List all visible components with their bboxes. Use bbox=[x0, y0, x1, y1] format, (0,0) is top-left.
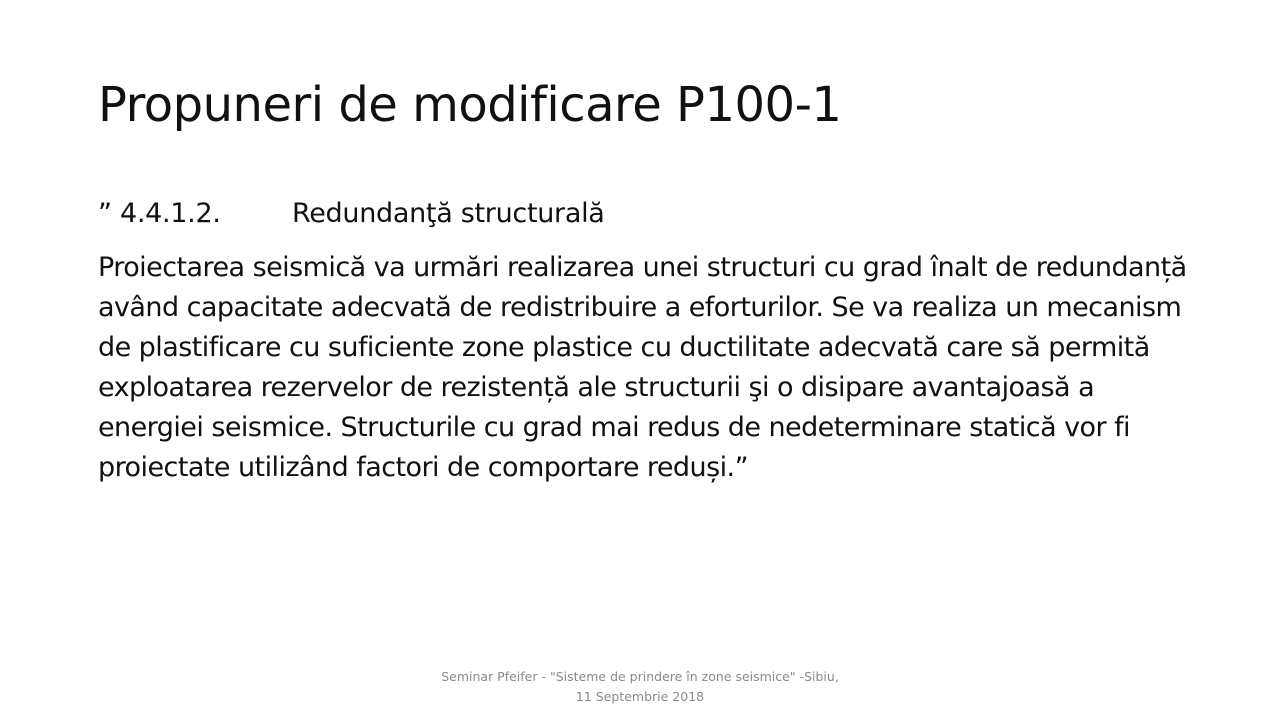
section-body-text: Proiectarea seismică va urmări realizarea unei structuri cu grad înalt de redundanță având capacitate adecvată de redistribuire a eforturilor. Se va realiza un mecanism de plastificare cu suficiente zone plastice cu ductilitate adecvată care să permită exploatarea rezervelor de rezistență ale structurii şi o disipare avantajoasă a energiei seismice. Structurile cu grad mai redus de nedeterminare statică vor fi proiectate utilizând factori de comportare reduși.” bbox=[98, 252, 1187, 483]
footer-line-2: 11 Septembrie 2018 bbox=[575, 689, 705, 704]
slide-footer bbox=[0, 667, 1280, 707]
footer-line-1: Seminar Pfeifer - "Sisteme de prindere în zone seismice" -Sibiu, bbox=[441, 669, 839, 684]
slide-content bbox=[98, 194, 1188, 488]
section-number: ” 4.4.1.2. bbox=[98, 198, 221, 229]
section-title: Redundanţă structurală bbox=[292, 198, 605, 229]
slide-title: Propuneri de modificare P100-1 bbox=[98, 77, 842, 133]
section-heading bbox=[98, 194, 1188, 234]
